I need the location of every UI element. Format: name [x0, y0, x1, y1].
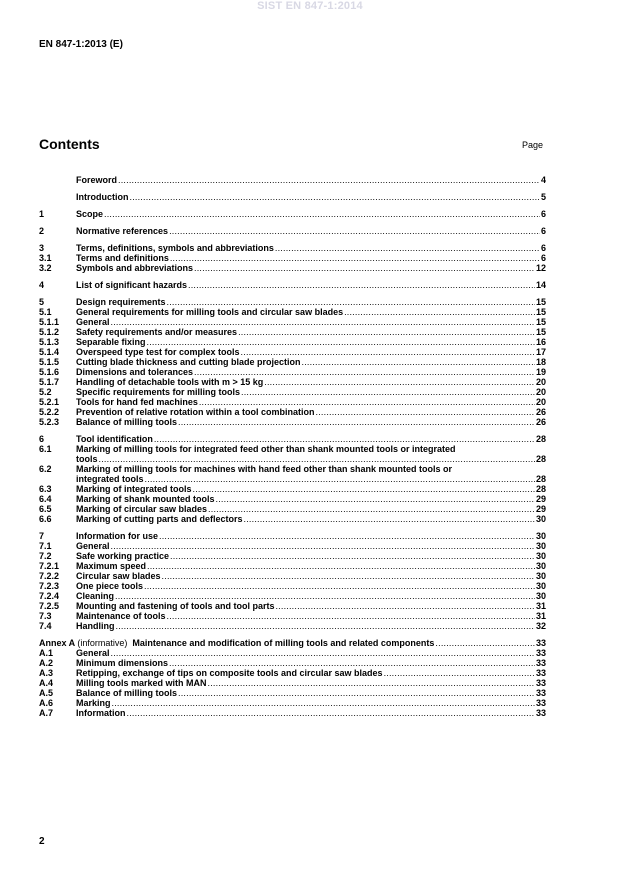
toc-entry-title: Terms and definitions	[76, 253, 169, 263]
toc-entry[interactable]	[39, 407, 546, 417]
toc-entry-page: 5	[540, 192, 546, 202]
toc-entry[interactable]	[39, 357, 546, 367]
dot-leader	[244, 514, 535, 524]
dot-leader	[170, 551, 535, 561]
dot-leader	[147, 337, 535, 347]
toc-entry[interactable]	[39, 417, 546, 427]
toc-entry[interactable]	[39, 668, 546, 678]
toc-entry-number: 5.2.1	[39, 397, 60, 407]
dot-leader	[118, 175, 540, 185]
toc-entry-title: Minimum dimensions	[76, 658, 169, 668]
toc-entry-number: 2	[39, 226, 45, 236]
toc-entry-page: 18	[535, 357, 546, 367]
toc-entry-title: Marking of circular saw blades	[76, 504, 208, 514]
toc-entry[interactable]	[39, 280, 546, 290]
dot-leader	[147, 561, 535, 571]
toc-entry-title: Tool identification	[76, 434, 153, 444]
toc-entry-number: 6.3	[39, 484, 52, 494]
toc-entry-page: 33	[535, 668, 546, 678]
toc-entry-page: 26	[535, 407, 546, 417]
toc-entry-title: Cleaning	[76, 591, 115, 601]
toc-entry[interactable]	[39, 192, 546, 202]
dot-leader	[194, 367, 535, 377]
toc-entry-continuation[interactable]	[39, 474, 546, 484]
toc-entry-number: 7.1	[39, 541, 52, 551]
dot-leader	[316, 407, 535, 417]
toc-entry-number: 5.1.2	[39, 327, 60, 337]
toc-entry[interactable]	[39, 444, 546, 454]
dot-leader	[435, 638, 535, 648]
dot-leader	[208, 504, 535, 514]
toc-entry[interactable]	[39, 648, 546, 658]
toc-entry-number: 3.2	[39, 263, 52, 273]
toc-entry-number: 7.2.2	[39, 571, 60, 581]
dot-leader	[193, 484, 535, 494]
toc-entry-title: Specific requirements for milling tools	[76, 387, 241, 397]
page-column-label: Page	[522, 140, 544, 150]
watermark: SIST EN 847-1:2014	[257, 0, 363, 12]
toc-entry-page: 6	[540, 226, 546, 236]
toc-entry-page: 6	[540, 253, 546, 263]
toc-entry-number: 7.2.3	[39, 581, 60, 591]
toc-entry-title: Introduction	[76, 192, 129, 202]
toc-entry[interactable]	[39, 601, 546, 611]
toc-entry-page: 4	[540, 175, 546, 185]
toc-entry-number: 5.2.2	[39, 407, 60, 417]
toc-entry-page: 28	[535, 484, 546, 494]
dot-leader	[238, 327, 535, 337]
dot-leader	[302, 357, 535, 367]
dot-leader	[241, 387, 535, 397]
toc-entry-title: General	[76, 648, 110, 658]
toc-entry[interactable]	[39, 297, 546, 307]
dot-leader	[111, 541, 535, 551]
toc-entry-title: Dimensions and tolerances	[76, 367, 194, 377]
toc-entry-page: 30	[535, 551, 546, 561]
toc-entry-page: 28	[535, 474, 546, 484]
toc-entry[interactable]	[39, 307, 546, 317]
dot-leader	[241, 347, 535, 357]
toc-entry-title: Retipping, exchange of tips on composite tools and circular saw blades	[76, 668, 383, 678]
toc-entry-number: 5.1.7	[39, 377, 60, 387]
dot-leader	[170, 253, 540, 263]
dot-leader	[169, 226, 540, 236]
dot-leader	[115, 591, 535, 601]
toc-entry-title	[39, 638, 434, 648]
toc-entry-number: 7.2.5	[39, 601, 60, 611]
toc-entry-title: Scope	[76, 209, 104, 219]
toc-entry-title: Handling of detachable tools with m > 15 kg	[76, 377, 264, 387]
toc-entry[interactable]	[39, 621, 546, 631]
toc-entry-number: 6	[39, 434, 45, 444]
toc-entry-page: 26	[535, 417, 546, 427]
toc-entry-title: Maximum speed	[76, 561, 147, 571]
toc-entry-page: 30	[535, 581, 546, 591]
dot-leader	[154, 434, 535, 444]
annex-label: Annex A	[39, 638, 75, 648]
toc-entry-title: Overspeed type test for complex tools	[76, 347, 240, 357]
toc-entry[interactable]	[39, 367, 546, 377]
toc-entry[interactable]	[39, 327, 546, 337]
toc-entry-number: 6.1	[39, 444, 52, 454]
toc-entry-title: Terms, definitions, symbols and abbreviations	[76, 243, 274, 253]
toc-entry-continuation[interactable]	[39, 454, 546, 464]
toc-entry-number: 7.2.4	[39, 591, 60, 601]
toc-entry-title: Information for use	[76, 531, 159, 541]
toc-entry-title: General requirements for milling tools and circular saw blades	[76, 307, 344, 317]
toc-entry[interactable]	[39, 464, 546, 474]
toc-entry[interactable]	[39, 397, 546, 407]
dot-leader	[130, 192, 540, 202]
toc-entry[interactable]	[39, 658, 546, 668]
dot-leader	[104, 209, 540, 219]
toc-entry[interactable]	[39, 387, 546, 397]
toc-entry-page: 20	[535, 387, 546, 397]
dot-leader	[162, 571, 535, 581]
toc-entry-page: 15	[535, 327, 546, 337]
toc-entry-number: 6.6	[39, 514, 52, 524]
toc-entry-title: Information	[76, 708, 126, 718]
toc-entry-number: 5	[39, 297, 45, 307]
dot-leader	[216, 494, 535, 504]
dot-leader	[344, 307, 535, 317]
toc-entry-page: 30	[535, 591, 546, 601]
toc-entry-title: One piece tools	[76, 581, 144, 591]
toc-entry-title: Tools for hand fed machines	[76, 397, 198, 407]
toc-entry[interactable]	[39, 708, 546, 718]
toc-entry-page: 33	[535, 638, 546, 648]
toc-entry-number: 6.2	[39, 464, 52, 474]
toc-entry-page: 30	[535, 531, 546, 541]
toc-entry-number: 5.1.3	[39, 337, 60, 347]
toc-entry-title: Mounting and fastening of tools and tool parts	[76, 601, 275, 611]
dot-leader	[127, 708, 535, 718]
toc-entry-page: 17	[535, 347, 546, 357]
toc-entry[interactable]	[39, 175, 546, 185]
dot-leader	[144, 581, 535, 591]
dot-leader	[275, 601, 535, 611]
toc-entry-number: 6.4	[39, 494, 52, 504]
toc-entry-page: 28	[535, 434, 546, 444]
toc-entry-page: 6	[540, 209, 546, 219]
toc-entry-title-continued: tools	[76, 454, 98, 464]
toc-entry-number: 5.2.3	[39, 417, 60, 427]
table-of-contents	[39, 175, 546, 718]
toc-entry[interactable]	[39, 698, 546, 708]
toc-entry[interactable]	[39, 484, 546, 494]
dot-leader	[264, 377, 535, 387]
dot-leader	[178, 688, 535, 698]
toc-entry-title: Prevention of relative rotation within a tool combination	[76, 407, 315, 417]
toc-entry-number: 5.1	[39, 307, 52, 317]
toc-entry-number: 7	[39, 531, 45, 541]
toc-entry-number: A.1	[39, 648, 54, 658]
dot-leader	[208, 678, 535, 688]
toc-entry[interactable]	[39, 551, 546, 561]
toc-entry[interactable]	[39, 611, 546, 621]
toc-entry-page: 31	[535, 601, 546, 611]
toc-entry[interactable]	[39, 209, 546, 219]
toc-entry-title: Normative references	[76, 226, 169, 236]
page-number: 2	[39, 836, 45, 847]
toc-entry-page: 20	[535, 397, 546, 407]
dot-leader	[199, 397, 535, 407]
toc-entry-page: 29	[535, 494, 546, 504]
dot-leader	[145, 474, 535, 484]
dot-leader	[167, 297, 535, 307]
toc-entry-title: List of significant hazards	[76, 280, 188, 290]
toc-entry-page: 12	[535, 263, 546, 273]
toc-entry[interactable]	[39, 514, 546, 524]
dot-leader	[99, 454, 535, 464]
toc-entry-number: A.4	[39, 678, 54, 688]
dot-leader	[112, 698, 535, 708]
toc-entry-page: 30	[535, 561, 546, 571]
toc-entry-title: Marking of cutting parts and deflectors	[76, 514, 243, 524]
toc-entry-number: A.7	[39, 708, 54, 718]
toc-entry-title: Marking of milling tools for integrated feed other than shank mounted tools or integrated	[76, 444, 456, 454]
toc-entry-number: 7.3	[39, 611, 52, 621]
toc-entry-number: A.6	[39, 698, 54, 708]
toc-entry-page: 15	[535, 307, 546, 317]
toc-entry[interactable]	[39, 377, 546, 387]
dot-leader	[275, 243, 540, 253]
dot-leader	[167, 611, 535, 621]
toc-entry[interactable]	[39, 226, 546, 236]
toc-entry-page: 33	[535, 678, 546, 688]
toc-entry-number: 5.1.4	[39, 347, 60, 357]
toc-entry-title-continued: integrated tools	[76, 474, 144, 484]
toc-entry[interactable]	[39, 688, 546, 698]
dot-leader	[384, 668, 535, 678]
toc-entry[interactable]	[39, 243, 546, 253]
toc-entry-title: Symbols and abbreviations	[76, 263, 194, 273]
toc-entry[interactable]	[39, 571, 546, 581]
toc-entry[interactable]	[39, 347, 546, 357]
dot-leader	[116, 621, 535, 631]
toc-entry-title: General	[76, 317, 110, 327]
toc-entry-page: 15	[535, 317, 546, 327]
toc-entry-title: Marking of integrated tools	[76, 484, 192, 494]
toc-entry[interactable]	[39, 263, 546, 273]
toc-entry-page: 33	[535, 708, 546, 718]
toc-entry-title: Balance of milling tools	[76, 688, 178, 698]
toc-entry-page: 33	[535, 698, 546, 708]
toc-entry-page: 30	[535, 514, 546, 524]
dot-leader	[111, 317, 535, 327]
toc-entry-number: 5.2	[39, 387, 52, 397]
toc-entry-page: 14	[535, 280, 546, 290]
toc-entry-title: Marking of milling tools for machines with hand feed other than shank mounted tools or	[76, 464, 453, 474]
toc-entry-number: 7.2	[39, 551, 52, 561]
toc-entry[interactable]	[39, 581, 546, 591]
dot-leader	[169, 658, 535, 668]
toc-entry-page: 19	[535, 367, 546, 377]
toc-entry[interactable]	[39, 591, 546, 601]
toc-entry-title: Maintenance of tools	[76, 611, 166, 621]
toc-entry-page: 28	[535, 454, 546, 464]
toc-entry-number: 5.1.6	[39, 367, 60, 377]
toc-entry-number: 7.2.1	[39, 561, 60, 571]
toc-entry-title: General	[76, 541, 110, 551]
toc-entry[interactable]	[39, 504, 546, 514]
toc-entry[interactable]	[39, 253, 546, 263]
dot-leader	[111, 648, 535, 658]
toc-entry-page: 30	[535, 571, 546, 581]
dot-leader	[159, 531, 535, 541]
toc-entry-number: 3	[39, 243, 45, 253]
toc-entry-number: 7.4	[39, 621, 52, 631]
toc-entry-page: 16	[535, 337, 546, 347]
toc-entry-page: 33	[535, 688, 546, 698]
toc-entry-page: 15	[535, 297, 546, 307]
dot-leader	[194, 263, 535, 273]
toc-entry-number: 4	[39, 280, 45, 290]
toc-entry-title: Circular saw blades	[76, 571, 161, 581]
toc-entry-title: Design requirements	[76, 297, 166, 307]
toc-entry[interactable]	[39, 561, 546, 571]
toc-entry-number: 5.1.5	[39, 357, 60, 367]
toc-entry[interactable]	[39, 541, 546, 551]
toc-entry-page: 6	[540, 243, 546, 253]
toc-entry-page: 32	[535, 621, 546, 631]
toc-entry-page: 33	[535, 648, 546, 658]
toc-entry[interactable]	[39, 531, 546, 541]
annex-informative: (informative)	[77, 638, 128, 648]
toc-entry-title: Marking	[76, 698, 111, 708]
document-id: EN 847-1:2013 (E)	[39, 39, 123, 50]
toc-entry-number: 1	[39, 209, 45, 219]
toc-entry-title: Safety requirements and/or measures	[76, 327, 238, 337]
toc-entry[interactable]	[39, 678, 546, 688]
toc-entry[interactable]	[39, 494, 546, 504]
toc-entry-page: 33	[535, 658, 546, 668]
annex-title: Maintenance and modification of milling tools and related components	[132, 638, 435, 648]
toc-entry-number: A.5	[39, 688, 54, 698]
page-title: Contents	[39, 136, 100, 152]
toc-entry[interactable]	[39, 337, 546, 347]
toc-entry-title: Handling	[76, 621, 115, 631]
toc-entry-number: A.3	[39, 668, 54, 678]
toc-entry-number: 3.1	[39, 253, 52, 263]
toc-entry-title: Cutting blade thickness and cutting blade projection	[76, 357, 301, 367]
toc-entry-title: Marking of shank mounted tools	[76, 494, 215, 504]
toc-entry-page: 29	[535, 504, 546, 514]
toc-entry[interactable]	[39, 317, 546, 327]
toc-entry-title: Balance of milling tools	[76, 417, 178, 427]
toc-entry-title: Separable fixing	[76, 337, 146, 347]
toc-entry-page: 20	[535, 377, 546, 387]
toc-entry-number: 6.5	[39, 504, 52, 514]
dot-leader	[178, 417, 535, 427]
toc-entry-page: 30	[535, 541, 546, 551]
toc-entry-title: Safe working practice	[76, 551, 170, 561]
toc-entry-page: 31	[535, 611, 546, 621]
dot-leader	[188, 280, 535, 290]
toc-entry-title: Milling tools marked with MAN	[76, 678, 207, 688]
toc-entry-title: Foreword	[76, 175, 118, 185]
toc-entry-number: 5.1.1	[39, 317, 60, 327]
toc-entry[interactable]	[39, 434, 546, 444]
toc-entry[interactable]	[39, 638, 546, 648]
toc-entry-number: A.2	[39, 658, 54, 668]
